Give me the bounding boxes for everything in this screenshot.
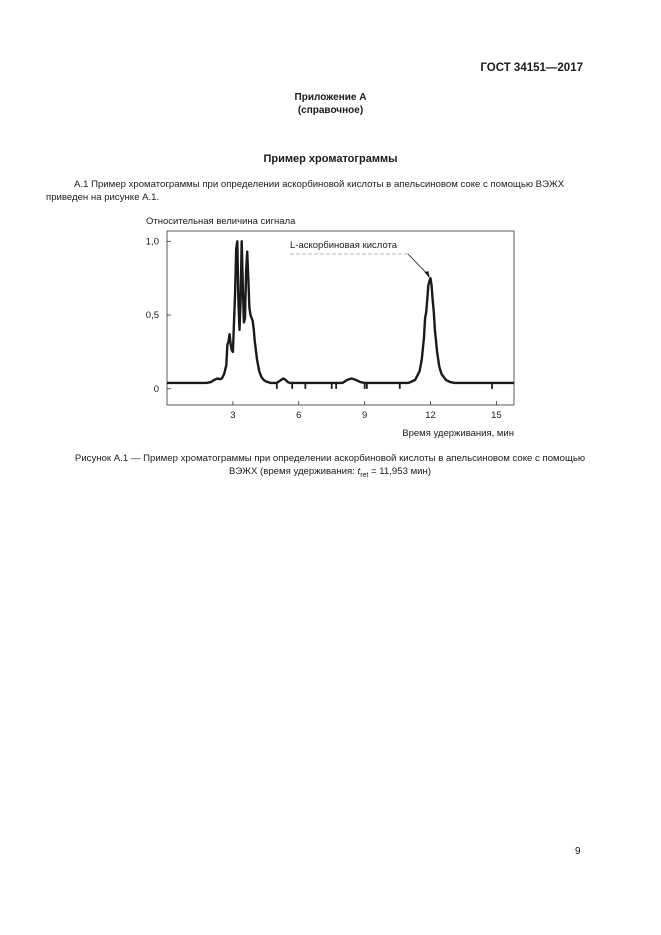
caption-text-b: = 11,953 мин) <box>368 466 432 477</box>
standard-number: ГОСТ 34151—2017 <box>480 62 583 74</box>
annotation-arrowhead <box>424 271 429 278</box>
y-axis-label: Относительная величина сигнала <box>146 216 296 227</box>
x-tick-label: 6 <box>296 410 302 421</box>
annotation-label: L-аскорбиновая кислота <box>290 240 398 251</box>
y-tick-label: 1,0 <box>145 236 159 248</box>
caption-subscript: ret <box>360 471 369 479</box>
annex-type: (справочное) <box>297 105 364 116</box>
x-tick-label: 12 <box>425 410 436 421</box>
x-tick-label: 3 <box>230 410 236 421</box>
x-ticks <box>230 401 501 421</box>
caption-text-a: ВЭЖХ (время удерживания: <box>228 466 358 477</box>
y-tick-label: 0 <box>153 383 159 395</box>
y-tick-label: 0,5 <box>145 310 159 322</box>
x-tick-label: 9 <box>362 410 368 421</box>
figure-caption <box>20 452 640 482</box>
annex-title: Приложение А <box>294 92 367 103</box>
chromatogram-trace <box>167 241 514 383</box>
chromatogram-chart <box>0 0 661 445</box>
caption-line-1: Рисунок А.1 — Пример хроматограммы при определении аскорбиновой кислоты в апельсиновом соке с помощью <box>74 453 586 464</box>
section-title: Пример хроматограммы <box>263 153 398 165</box>
page-number: 9 <box>575 846 581 857</box>
caption-symbol: t <box>357 466 361 477</box>
intro-paragraph: А.1 Пример хроматограммы при определении аскорбиновой кислоты в апельсиновом соке с помощью ВЭЖХ приведен на рисунке А.1. <box>46 179 565 203</box>
x-axis-label: Время удерживания, мин <box>402 428 514 439</box>
x-tick-label: 15 <box>491 410 502 421</box>
caption-line-2 <box>20 465 640 482</box>
